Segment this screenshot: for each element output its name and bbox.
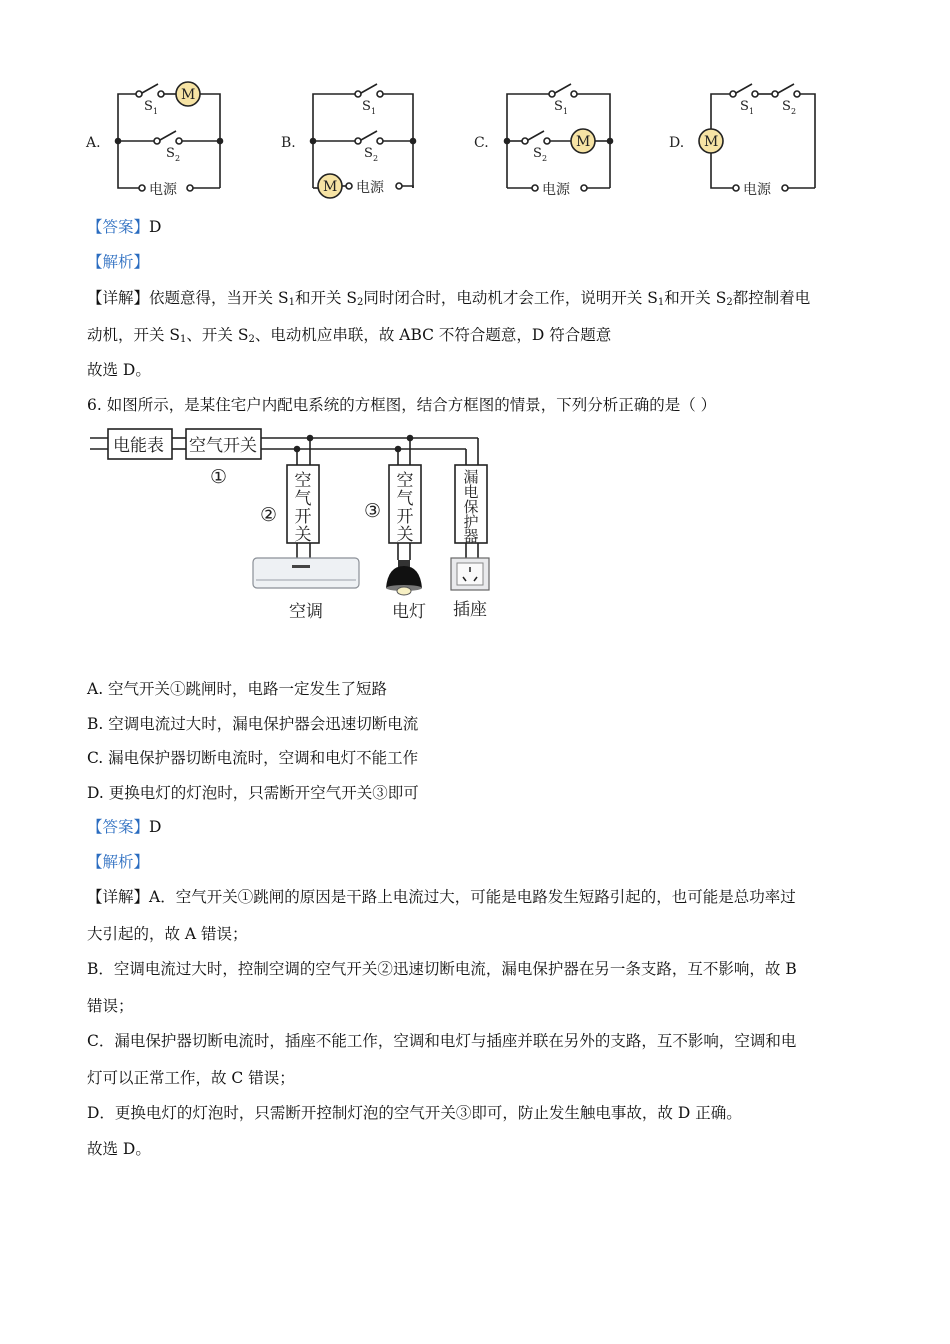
energy-meter-label: 电能表 [113,436,164,456]
option-letter: C. [474,135,489,151]
power-source-label: 电源 [542,182,570,198]
switch-label: S [166,146,175,161]
lamp-icon [386,560,422,595]
option-letter: D. [669,135,685,151]
switch-label: S [554,99,563,114]
svg-text:2: 2 [791,107,797,116]
svg-text:关: 关 [396,525,414,545]
svg-text:2: 2 [175,154,181,163]
svg-text:1: 1 [153,107,159,116]
socket-icon [451,558,489,590]
svg-text:电: 电 [463,483,479,501]
svg-text:1: 1 [371,107,377,116]
svg-text:空: 空 [294,471,312,491]
svg-text:开: 开 [396,507,414,527]
motor-label: M [181,87,196,103]
power-source-label: 电源 [743,182,771,198]
svg-text:气: 气 [294,489,312,509]
q6-detail-line-7: D．更换电灯的灯泡时，只需断开控制灯泡的空气开关③即可，防止发生触电事故，故 D 正确。 [87,1104,742,1122]
socket-label: 插座 [453,600,487,620]
svg-text:1: 1 [563,107,569,116]
switch-label: S [362,99,371,114]
svg-text:空: 空 [396,471,414,491]
motor-label: M [576,134,591,150]
svg-text:漏: 漏 [463,468,479,486]
q6-detail-line-4: 错误； [87,997,134,1015]
svg-text:气: 气 [396,489,414,509]
main-breaker-label: 空气开关 [189,436,257,456]
q6-distribution-diagram [0,420,950,630]
air-conditioner-icon [253,558,359,588]
svg-text:2: 2 [373,154,379,163]
option-letter: B. [281,135,296,151]
q6-detail-line-3: B．空调电流过大时，控制空调的空气开关②迅速切断电流，漏电保护器在另一条支路，互不影响，故 B [87,960,797,978]
svg-text:保: 保 [463,498,479,516]
q6-conclusion: 故选 D。 [87,1140,151,1158]
switch-label: S [144,99,153,114]
switch-label: S [782,99,791,114]
q6-answer: 【答案】D [87,818,162,836]
q6-detail-line-5: C．漏电保护器切断电流时，插座不能工作，空调和电灯与插座并联在另外的支路，互不影响，空调和电 [87,1032,797,1050]
svg-text:1: 1 [749,107,755,116]
q5-analysis-label: 【解析】 [87,253,150,271]
motor-label: M [704,134,719,150]
circuit-a [85,82,223,198]
q5-answer: 【答案】D [87,218,162,236]
q6-option-b: B. 空调电流过大时，漏电保护器会迅速切断电流 [87,715,419,733]
breaker-number-2: ② [260,504,278,526]
switch-label: S [364,146,373,161]
breaker-number-1: ① [210,466,228,488]
q6-detail-line-1: 【详解】A．空气开关①跳闸的原因是干路上电流过大，可能是电路发生短路引起的，也可能是总功率过 [87,888,796,906]
q6-option-d: D. 更换电灯的灯泡时，只需断开空气开关③即可 [87,784,419,802]
q5-detail-line-1: 【详解】依题意得，当开关 $S_1$和开关 $S_2$同时闭合时，电动机才会工作，说明开关 $S_1$和开关 $S_2$都控制着电 [87,289,811,308]
power-source-label: 电源 [149,182,177,198]
q6-detail-line-6: 灯可以正常工作，故 C 错误； [87,1069,295,1087]
circuit-d [669,84,815,198]
q6-stem: 6. 如图所示，是某住宅户内配电系统的方框图，结合方框图的情景，下列分析正确的是（ ） [87,396,717,414]
power-source-label: 电源 [356,180,384,196]
switch-label: S [740,99,749,114]
ac-label: 空调 [289,602,323,622]
q6-option-a: A. 空气开关①跳闸时，电路一定发生了短路 [87,680,388,698]
breaker-number-3: ③ [364,500,382,522]
switch-label: S [533,146,542,161]
svg-text:2: 2 [542,154,548,163]
q6-analysis-label: 【解析】 [87,853,150,871]
q6-detail-line-2: 大引起的，故 A 错误； [87,925,248,943]
svg-text:开: 开 [294,507,312,527]
option-letter: A. [86,135,101,151]
svg-text:器: 器 [463,527,479,545]
lamp-label: 电灯 [392,602,426,622]
circuit-c [474,84,613,198]
q5-conclusion: 故选 D。 [87,361,151,379]
circuit-b [281,84,416,198]
svg-text:关: 关 [294,525,312,545]
svg-text:护: 护 [463,513,479,531]
q6-option-c: C. 漏电保护器切断电流时，空调和电灯不能工作 [87,749,419,767]
motor-label: M [323,179,338,195]
q5-circuit-options [0,70,950,205]
q5-detail-line-2: 动机，开关 $S_1$、开关 $S_2$、电动机应串联，故 ABC 不符合题意，D 符合题意 [87,326,612,345]
